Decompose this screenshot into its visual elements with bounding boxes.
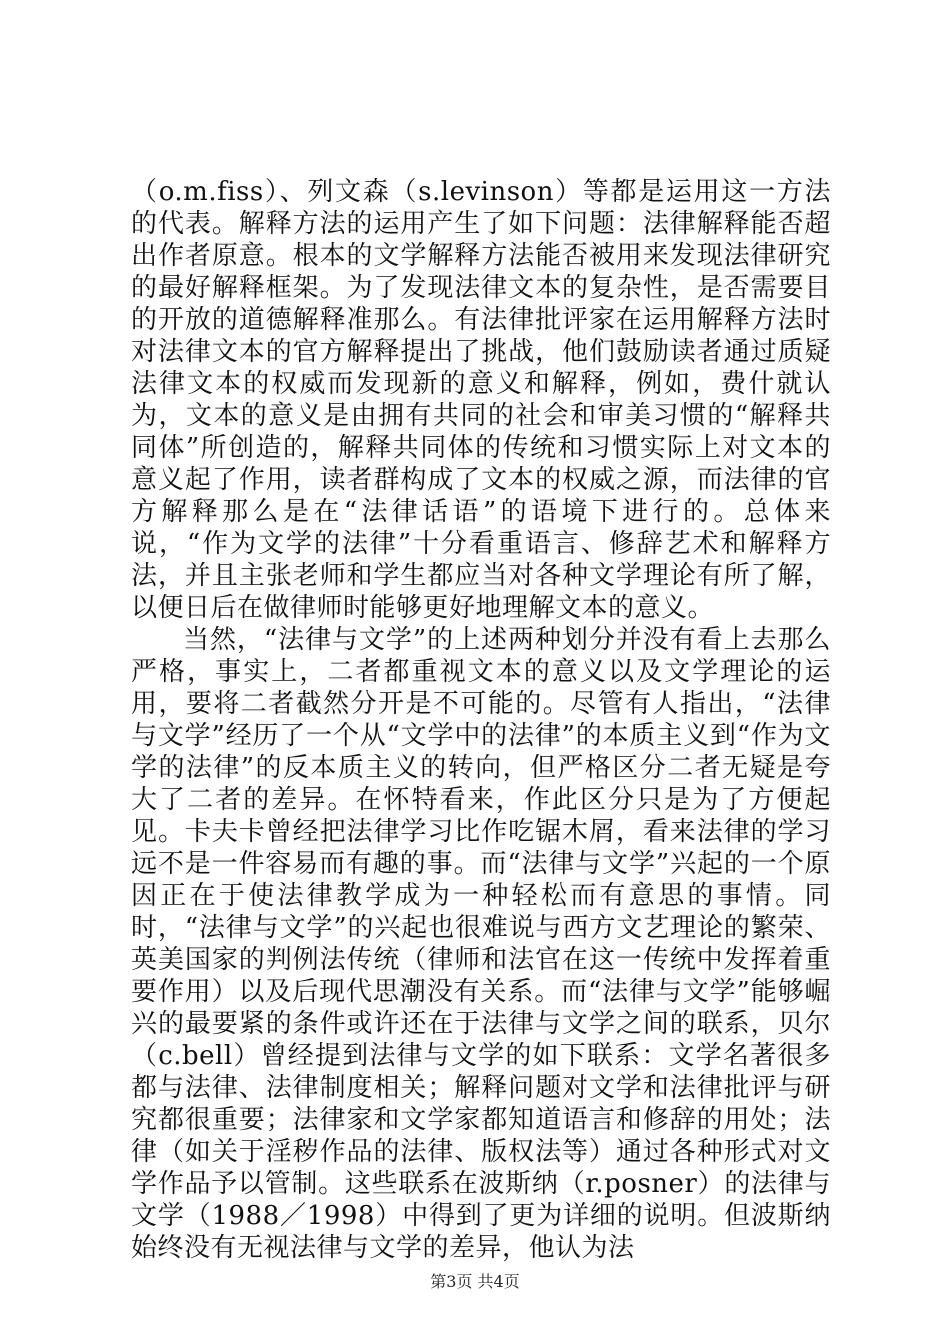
paragraph: 当然，“法律与文学”的上述两种划分并没有看上去那么严格，事实上，二者都重视文本的意义以及文学理论的运用，要将二者截然分开是不可能的。尽管有人指出，“法律与文学”经历了一个从“文学中的法律”的本质主义到“作为文学的法律”的反本质主义的转向，但严格区分二者无疑是夸大了二者的差异。在怀特看来，作此区分只是为了方便起见。卡夫卡曾经把法律学习比作吃锯木屑，看来法律的学习远不是一件容易而有趣的事。而“法律与文学”兴起的一个原因正在于使法律教学成为一种轻松而有意思的事情。同时，“法律与文学”的兴起也很难说与西方文艺理论的繁荣、英美国家的判例法传统（律师和法官在这一传统中发挥着重要作用）以及后现代思潮没有关系。而“法律与文学”能够崛兴的最要紧的条件或许还在于法律与文学之间的联系，贝尔（c.bell）曾经提到法律与文学的如下联系：文学名著很多都与法律、法律制度相关；解释问题对文学和法律批评与研究都很重要；法律家和文学家都知道语言和修辞的用处；法律（如关于淫秽作品的法律、版权法等）通过各种形式对文学作品予以管制。这些联系在波斯纳（r.posner）的法律与文学（1988／1998）中得到了更为详细的说明。但波斯纳始终没有无视法律与文学的差异，他认为法 (131, 625, 831, 1263)
page-footer: 第3页 共4页 (430, 1272, 520, 1291)
paragraph-continued: （o.m.fiss）、列文森（s.levinson）等都是运用这一方法的代表。解释方法的运用产生了如下问题：法律解释能否超出作者原意。根本的文学解释方法能否被用来发现法律研究的最好解释框架。为了发现法律文本的复杂性，是否需要目的开放的道德解释准那么。有法律批评家在运用解释方法时对法律文本的官方解释提出了挑战，他们鼓励读者通过质疑法律文本的权威而发现新的意义和解释，例如，费什就认为，文本的意义是由拥有共同的社会和审美习惯的“解释共同体”所创造的，解释共同体的传统和习惯实际上对文本的意义起了作用，读者群构成了文本的权威之源，而法律的官方解释那么是在“法律话语”的语境下进行的。总体来说，“作为文学的法律”十分看重语言、修辞艺术和解释方法，并且主张老师和学生都应当对各种文学理论有所了解，以便日后在做律师时能够更好地理解文本的意义。 (131, 177, 831, 623)
body-text (131, 176, 831, 1264)
